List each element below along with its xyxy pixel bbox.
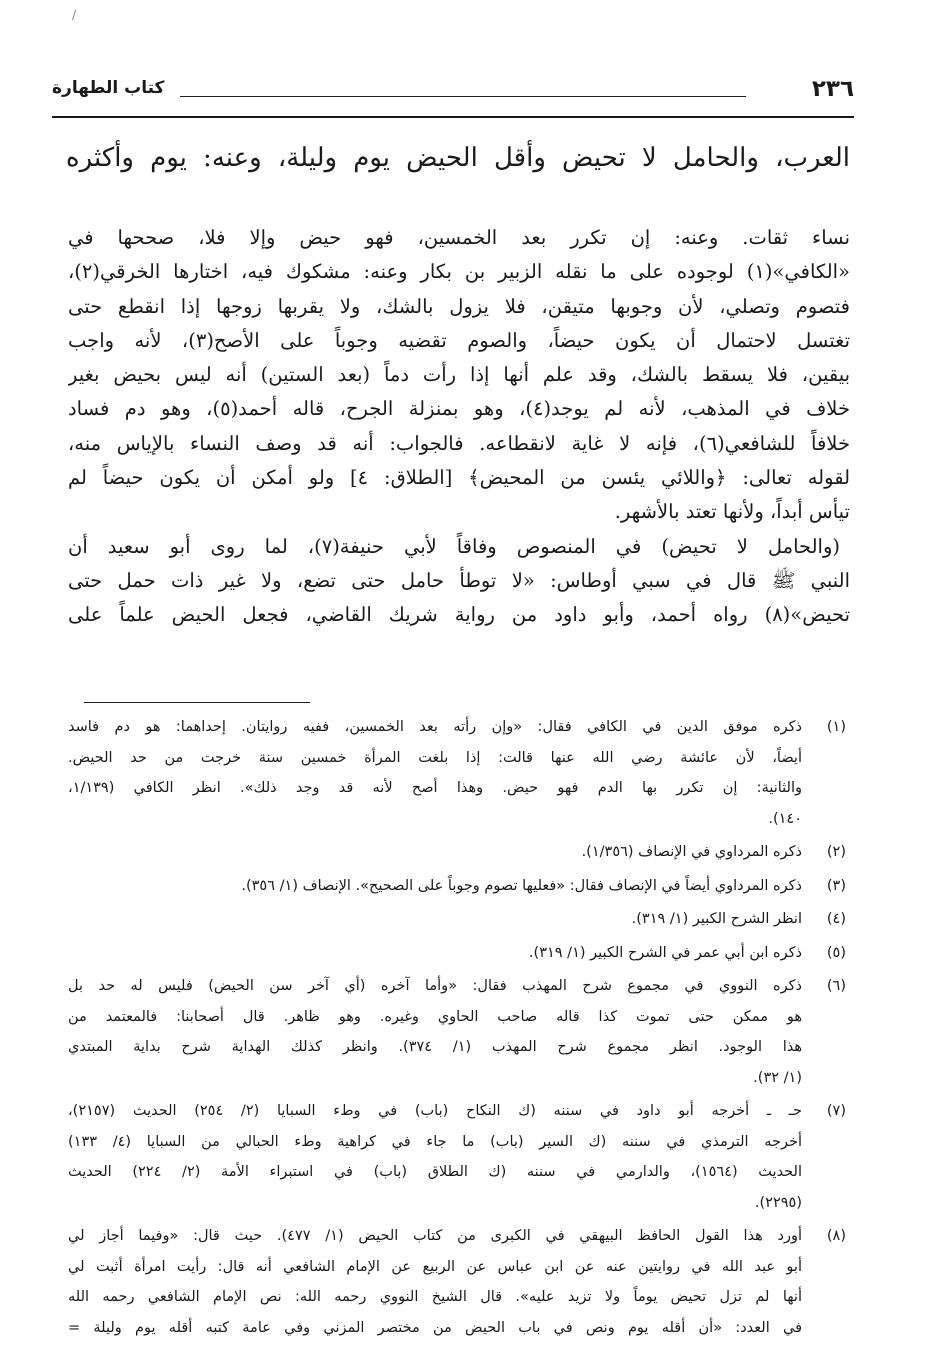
commentary-line: (والحامل لا تحيض) في المنصوص وفاقاً لأبي حنيفة(٧)، لما روى أبو سعيد أن [68,534,840,558]
footnote-line: ذكره النووي في مجموع شرح المهذب فقال: «وأما آخره (أي آخر سن الحيض) فليس له حد بل [68,978,802,994]
footnote-line: أيضاً، لأن عائشة رضي الله عنها قالت: إذا بلغت المرأة خمسين سنة خرجت من حد الحيض. [68,749,802,766]
header-rule-thick [52,116,854,118]
footnotes [68,712,846,1346]
footnote-line: هو ممكن حتى تموت كذا قاله صاحب الحاوي وغيره. وهو ظاهر. قال أصحابنا: فالمعتمد من [68,1008,802,1025]
matn-text: العرب، والحامل لا تحيض وأقل الحيض يوم وليلة، وعنه: يوم وأكثره [66,143,850,173]
commentary-block [68,221,850,633]
footnote-number: (٥) [826,944,846,961]
footnote-line: والثانية: إن تكرر بها الدم فهو حيض. وهذا أصح لأنه قد وجد ذلك». انظر الكافي (١/١٣٩، [68,780,802,796]
commentary-line: تغتسل لاحتمال أن يكون حيضاً، والصوم تقضيه وجوباً على الأصح(٣)، لأنه واجب [68,328,850,352]
footnote-line: الحديث (١٥٦٤)، والدارمي في سننه (ك الطلاق (باب) في استبراء الأمة (٢/ ٢٢٤) الحديث [68,1164,802,1180]
footnote-number: (١) [826,719,846,735]
footnote-2 [68,837,846,868]
footnote-6 [68,971,846,1093]
footnote-number: (٦) [826,978,846,994]
commentary-line: بيقين، فلا يسقط بالشك، وقد علم أنها إذا رأت دماً (بعد الستين) أنه ليس بحيض بغير [68,363,850,387]
commentary-line: النبي ﷺ قال في سبي أوطاس: «لا توطأ حامل حتى تضع، ولا غير ذات حمل حتى [68,568,850,592]
footnote-line: أورد هذا القول الحافظ البيهقي في الكبرى من كتاب الحيض (١/ ٤٧٧). حيث قال: «وفيما أجاز لي [68,1228,802,1244]
footnote-3 [68,871,846,902]
footnote-line: انظر الشرح الكبير (١/ ٣١٩). [631,911,802,927]
footnote-line: ذكره المرداوي أيضاً في الإنصاف فقال: «فعليها تصوم وجوباً على الصحيح». الإنصاف (١/ ٣٥٦). [241,877,802,894]
footnote-line: أنها لم تزل تحيض يوماً ولا تزيد عليه». قال الشيخ النووي رحمه الله: نص الإمام الشافعي رحمه الله [68,1289,802,1305]
commentary-line: «الكافي»(١) لوجوده على ما نقله الزبير بن بكار وعنه: مشكوك فيه، اختارها الخرقي(٢)، [68,260,850,284]
footnote-line: هذا الوجود. انظر مجموع شرح المهذب (١/ ٣٧٤). وانظر كذلك الهداية شرح بداية المبتدي [68,1039,802,1055]
footnote-line: (١/ ٣٢). [753,1069,802,1086]
page-header [52,76,854,110]
footnote-8 [68,1221,846,1343]
footnote-number: (٢) [826,844,846,860]
footnote-number: (٤) [826,911,846,927]
footnote-line: ذكره ابن أبي عمر في الشرح الكبير (١/ ٣١٩). [528,944,802,961]
footnote-line: أخرجه الترمذي في سننه (ك السير (باب) ما جاء في كراهية وطء الحبالي من السبايا (٤/ ١٣٣) [68,1133,802,1150]
commentary-line: فتصوم وتصلي، لأن وجوبها متيقن، فلا يزول بالشك، ولا يقربها زوجها إذا انقطع حتى [68,294,850,318]
commentary-line: نساء ثقات. وعنه: إن تكرر بعد الخمسين، فهو حيض وإلا فلا، صححها في [68,226,850,249]
footnote-line: ١٤٠). [768,810,802,827]
footnote-line: (٢٢٩٥). [754,1194,802,1211]
commentary-line: خلاف في المذهب، لأنه لم يوجد(٤)، وهو بمنزلة الجرح، قاله أحمد(٥)، وهو دم فساد [68,397,850,421]
footnote-4 [68,904,846,935]
commentary-line: تيأس أبداً، ولأنها تعتد بالأشهر. [614,500,850,524]
footnote-5 [68,938,846,969]
footnote-number: (٣) [826,877,846,894]
footnote-number: (٨) [826,1228,846,1244]
footnote-number: (٧) [826,1103,846,1119]
page-number: ٢٣٦ [811,76,854,102]
footnote-line: حـ ـ أخرجه أبو داود في سننه (ك النكاح (باب) في وطء السبايا (٢/ ٢٥٤) الحديث (٢١٥٧)، [68,1103,802,1119]
header-rule-thin [180,96,746,97]
scan-mark: / [71,8,76,22]
footnote-line: في العدد: «أن أقله يوم ونص في باب الحيض من مختصر المزني وفي عامة كتبه أقله يوم وليلة = [68,1319,802,1336]
commentary-line: لقوله تعالى: ﴿واللائي يئسن من المحيض﴾ [الطلاق: ٤] ولو أمكن أن يكون حيضاً لم [68,466,850,490]
footnote-line: أبو عبد الله في روايتين عنه عن ابن عباس عن الربيع عن الإمام الشافعي أنه قال: رأيت امرأة أثبت لي [68,1258,802,1275]
book-title: كتاب الطهارة [52,78,165,98]
footnote-separator [84,702,310,703]
footnote-7 [68,1096,846,1218]
commentary-line: خلافاً للشافعي(٦)، فإنه لا غاية لانقطاعه. فالجواب: أنه قد وصف النساء بالإياس منه، [68,431,850,455]
footnote-line: ذكره موفق الدين في الكافي فقال: «وإن رأته بعد الخمسين، ففيه روايتان. إحداهما: هو دم فاسد [68,719,802,735]
footnote-1 [68,712,846,834]
commentary-line: تحيض»(٨) رواه أحمد، وأبو داود من رواية شريك القاضي، فجعل الحيض علماً على [68,603,850,627]
footnote-line: ذكره المرداوي في الإنصاف (١/٣٥٦). [581,844,802,860]
